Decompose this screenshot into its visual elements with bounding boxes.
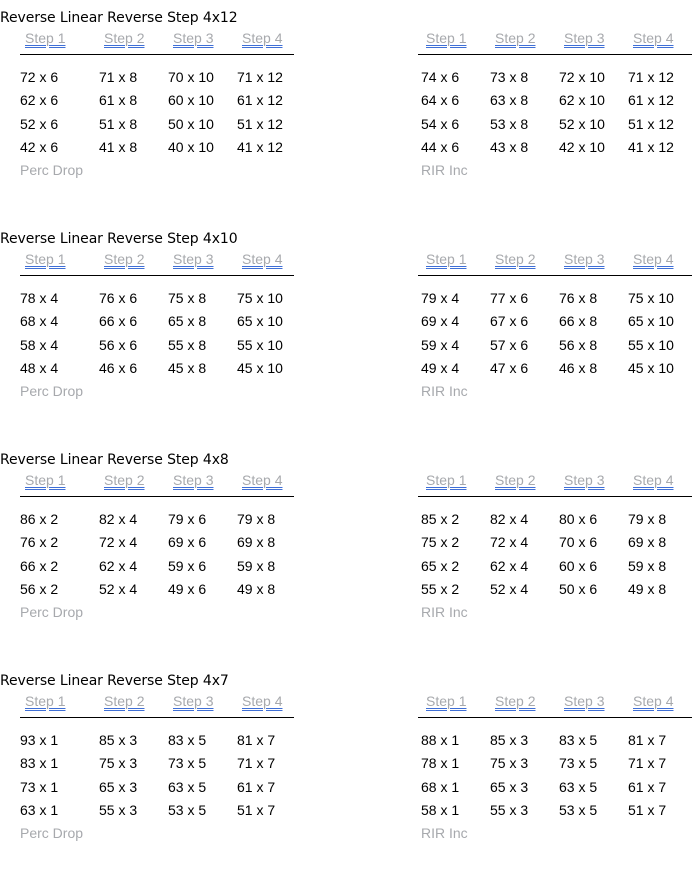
step-header: Step 4 bbox=[633, 251, 674, 267]
section-title: Reverse Linear Reverse Step 4x8 bbox=[0, 452, 229, 468]
set-cell: 58 x 1 bbox=[421, 802, 460, 818]
set-cell: 85 x 3 bbox=[490, 732, 529, 748]
set-cell: 49 x 6 bbox=[168, 581, 207, 597]
set-cell: 56 x 6 bbox=[99, 337, 138, 353]
set-cell: 52 x 4 bbox=[490, 581, 529, 597]
set-cell: 48 x 4 bbox=[20, 360, 59, 376]
set-cell: 53 x 5 bbox=[168, 802, 207, 818]
set-cell: 40 x 10 bbox=[168, 139, 214, 155]
set-cell: 60 x 10 bbox=[168, 92, 214, 108]
set-cell: 50 x 6 bbox=[559, 581, 598, 597]
perc-drop-label: Perc Drop bbox=[20, 162, 84, 178]
set-cell: 51 x 7 bbox=[237, 802, 276, 818]
header-rule bbox=[418, 54, 692, 55]
set-cell: 75 x 3 bbox=[490, 755, 529, 771]
set-cell: 49 x 8 bbox=[628, 581, 667, 597]
set-cell: 69 x 8 bbox=[237, 534, 276, 550]
set-cell: 55 x 3 bbox=[490, 802, 529, 818]
step-header: Step 1 bbox=[25, 30, 66, 46]
set-cell: 82 x 4 bbox=[99, 511, 138, 527]
step-header: Step 2 bbox=[495, 693, 536, 709]
step-header: Step 2 bbox=[104, 251, 145, 267]
set-cell: 66 x 6 bbox=[99, 313, 138, 329]
set-cell: 68 x 1 bbox=[421, 779, 460, 795]
set-cell: 63 x 8 bbox=[490, 92, 529, 108]
set-cell: 65 x 3 bbox=[490, 779, 529, 795]
set-cell: 51 x 12 bbox=[628, 116, 674, 132]
set-cell: 70 x 6 bbox=[559, 534, 598, 550]
set-cell: 69 x 4 bbox=[421, 313, 460, 329]
section-title: Reverse Linear Reverse Step 4x7 bbox=[0, 673, 229, 689]
program-section bbox=[0, 452, 700, 652]
set-cell: 66 x 2 bbox=[20, 558, 59, 574]
set-cell: 56 x 8 bbox=[559, 337, 598, 353]
set-cell: 42 x 6 bbox=[20, 139, 59, 155]
set-cell: 52 x 10 bbox=[559, 116, 605, 132]
step-header: Step 2 bbox=[104, 472, 145, 488]
set-cell: 82 x 4 bbox=[490, 511, 529, 527]
step-header: Step 1 bbox=[426, 251, 467, 267]
set-cell: 51 x 12 bbox=[237, 116, 283, 132]
header-rule bbox=[418, 717, 692, 718]
set-cell: 77 x 6 bbox=[490, 290, 529, 306]
set-cell: 41 x 12 bbox=[237, 139, 283, 155]
header-rule bbox=[20, 275, 294, 276]
set-cell: 55 x 2 bbox=[421, 581, 460, 597]
set-cell: 78 x 1 bbox=[421, 755, 460, 771]
step-header: Step 4 bbox=[242, 693, 283, 709]
step-header: Step 3 bbox=[564, 30, 605, 46]
step-header: Step 4 bbox=[633, 693, 674, 709]
set-cell: 80 x 6 bbox=[559, 511, 598, 527]
step-header: Step 4 bbox=[633, 30, 674, 46]
set-cell: 64 x 6 bbox=[421, 92, 460, 108]
step-header: Step 1 bbox=[426, 472, 467, 488]
set-cell: 72 x 10 bbox=[559, 69, 605, 85]
program-section bbox=[0, 10, 700, 210]
step-header: Step 3 bbox=[564, 693, 605, 709]
set-cell: 79 x 8 bbox=[237, 511, 276, 527]
set-cell: 55 x 8 bbox=[168, 337, 207, 353]
set-cell: 57 x 6 bbox=[490, 337, 529, 353]
step-header: Step 2 bbox=[495, 251, 536, 267]
set-cell: 55 x 10 bbox=[237, 337, 283, 353]
set-cell: 85 x 3 bbox=[99, 732, 138, 748]
set-cell: 50 x 10 bbox=[168, 116, 214, 132]
set-cell: 45 x 10 bbox=[237, 360, 283, 376]
set-cell: 73 x 1 bbox=[20, 779, 59, 795]
perc-drop-label: Perc Drop bbox=[20, 383, 84, 399]
step-header: Step 1 bbox=[25, 472, 66, 488]
set-cell: 46 x 6 bbox=[99, 360, 138, 376]
set-cell: 65 x 3 bbox=[99, 779, 138, 795]
set-cell: 75 x 8 bbox=[168, 290, 207, 306]
set-cell: 61 x 12 bbox=[628, 92, 674, 108]
set-cell: 71 x 7 bbox=[628, 755, 667, 771]
set-cell: 58 x 4 bbox=[20, 337, 59, 353]
step-header: Step 1 bbox=[426, 30, 467, 46]
set-cell: 79 x 6 bbox=[168, 511, 207, 527]
set-cell: 54 x 6 bbox=[421, 116, 460, 132]
set-cell: 61 x 7 bbox=[628, 779, 667, 795]
step-header: Step 1 bbox=[426, 693, 467, 709]
set-cell: 47 x 6 bbox=[490, 360, 529, 376]
set-cell: 70 x 10 bbox=[168, 69, 214, 85]
set-cell: 79 x 8 bbox=[628, 511, 667, 527]
set-cell: 65 x 10 bbox=[628, 313, 674, 329]
set-cell: 59 x 4 bbox=[421, 337, 460, 353]
set-cell: 59 x 8 bbox=[237, 558, 276, 574]
set-cell: 61 x 12 bbox=[237, 92, 283, 108]
step-header: Step 4 bbox=[242, 30, 283, 46]
header-rule bbox=[418, 275, 692, 276]
set-cell: 75 x 3 bbox=[99, 755, 138, 771]
header-rule bbox=[20, 54, 294, 55]
set-cell: 76 x 6 bbox=[99, 290, 138, 306]
step-header: Step 4 bbox=[633, 472, 674, 488]
set-cell: 51 x 8 bbox=[99, 116, 138, 132]
set-cell: 59 x 6 bbox=[168, 558, 207, 574]
rir-inc-label: RIR Inc bbox=[421, 162, 468, 178]
set-cell: 61 x 7 bbox=[237, 779, 276, 795]
set-cell: 52 x 6 bbox=[20, 116, 59, 132]
set-cell: 53 x 5 bbox=[559, 802, 598, 818]
set-cell: 72 x 4 bbox=[490, 534, 529, 550]
step-header: Step 3 bbox=[564, 251, 605, 267]
step-header: Step 3 bbox=[173, 472, 214, 488]
step-header: Step 3 bbox=[173, 30, 214, 46]
set-cell: 72 x 4 bbox=[99, 534, 138, 550]
step-header: Step 1 bbox=[25, 693, 66, 709]
set-cell: 83 x 5 bbox=[559, 732, 598, 748]
set-cell: 76 x 2 bbox=[20, 534, 59, 550]
step-header: Step 2 bbox=[495, 30, 536, 46]
perc-drop-label: Perc Drop bbox=[20, 825, 84, 841]
set-cell: 75 x 10 bbox=[237, 290, 283, 306]
set-cell: 73 x 5 bbox=[559, 755, 598, 771]
set-cell: 81 x 7 bbox=[628, 732, 667, 748]
perc-drop-label: Perc Drop bbox=[20, 604, 84, 620]
section-title: Reverse Linear Reverse Step 4x10 bbox=[0, 231, 238, 247]
set-cell: 72 x 6 bbox=[20, 69, 59, 85]
set-cell: 65 x 10 bbox=[237, 313, 283, 329]
step-header: Step 3 bbox=[564, 472, 605, 488]
set-cell: 68 x 4 bbox=[20, 313, 59, 329]
set-cell: 42 x 10 bbox=[559, 139, 605, 155]
set-cell: 74 x 6 bbox=[421, 69, 460, 85]
set-cell: 71 x 7 bbox=[237, 755, 276, 771]
step-header: Step 4 bbox=[242, 251, 283, 267]
step-header: Step 2 bbox=[104, 30, 145, 46]
set-cell: 60 x 6 bbox=[559, 558, 598, 574]
header-rule bbox=[418, 496, 692, 497]
set-cell: 62 x 4 bbox=[99, 558, 138, 574]
set-cell: 53 x 8 bbox=[490, 116, 529, 132]
set-cell: 55 x 10 bbox=[628, 337, 674, 353]
header-rule bbox=[20, 717, 294, 718]
set-cell: 76 x 8 bbox=[559, 290, 598, 306]
set-cell: 69 x 6 bbox=[168, 534, 207, 550]
section-title: Reverse Linear Reverse Step 4x12 bbox=[0, 10, 238, 26]
set-cell: 51 x 7 bbox=[628, 802, 667, 818]
set-cell: 52 x 4 bbox=[99, 581, 138, 597]
set-cell: 93 x 1 bbox=[20, 732, 59, 748]
rir-inc-label: RIR Inc bbox=[421, 825, 468, 841]
set-cell: 59 x 8 bbox=[628, 558, 667, 574]
set-cell: 63 x 5 bbox=[168, 779, 207, 795]
set-cell: 62 x 6 bbox=[20, 92, 59, 108]
set-cell: 69 x 8 bbox=[628, 534, 667, 550]
set-cell: 78 x 4 bbox=[20, 290, 59, 306]
step-header: Step 1 bbox=[25, 251, 66, 267]
set-cell: 62 x 10 bbox=[559, 92, 605, 108]
set-cell: 46 x 8 bbox=[559, 360, 598, 376]
set-cell: 73 x 8 bbox=[490, 69, 529, 85]
set-cell: 45 x 10 bbox=[628, 360, 674, 376]
set-cell: 85 x 2 bbox=[421, 511, 460, 527]
set-cell: 79 x 4 bbox=[421, 290, 460, 306]
set-cell: 75 x 2 bbox=[421, 534, 460, 550]
set-cell: 63 x 5 bbox=[559, 779, 598, 795]
set-cell: 63 x 1 bbox=[20, 802, 59, 818]
set-cell: 75 x 10 bbox=[628, 290, 674, 306]
set-cell: 83 x 5 bbox=[168, 732, 207, 748]
set-cell: 41 x 8 bbox=[99, 139, 138, 155]
set-cell: 44 x 6 bbox=[421, 139, 460, 155]
step-header: Step 4 bbox=[242, 472, 283, 488]
set-cell: 65 x 8 bbox=[168, 313, 207, 329]
set-cell: 45 x 8 bbox=[168, 360, 207, 376]
set-cell: 62 x 4 bbox=[490, 558, 529, 574]
set-cell: 86 x 2 bbox=[20, 511, 59, 527]
set-cell: 83 x 1 bbox=[20, 755, 59, 771]
set-cell: 56 x 2 bbox=[20, 581, 59, 597]
set-cell: 71 x 8 bbox=[99, 69, 138, 85]
set-cell: 66 x 8 bbox=[559, 313, 598, 329]
step-header: Step 3 bbox=[173, 251, 214, 267]
set-cell: 43 x 8 bbox=[490, 139, 529, 155]
set-cell: 73 x 5 bbox=[168, 755, 207, 771]
program-section bbox=[0, 673, 700, 873]
step-header: Step 2 bbox=[104, 693, 145, 709]
program-section bbox=[0, 231, 700, 431]
set-cell: 71 x 12 bbox=[628, 69, 674, 85]
rir-inc-label: RIR Inc bbox=[421, 383, 468, 399]
step-header: Step 3 bbox=[173, 693, 214, 709]
set-cell: 49 x 8 bbox=[237, 581, 276, 597]
set-cell: 49 x 4 bbox=[421, 360, 460, 376]
set-cell: 61 x 8 bbox=[99, 92, 138, 108]
set-cell: 88 x 1 bbox=[421, 732, 460, 748]
set-cell: 41 x 12 bbox=[628, 139, 674, 155]
set-cell: 55 x 3 bbox=[99, 802, 138, 818]
set-cell: 67 x 6 bbox=[490, 313, 529, 329]
step-header: Step 2 bbox=[495, 472, 536, 488]
set-cell: 81 x 7 bbox=[237, 732, 276, 748]
header-rule bbox=[20, 496, 294, 497]
rir-inc-label: RIR Inc bbox=[421, 604, 468, 620]
set-cell: 71 x 12 bbox=[237, 69, 283, 85]
set-cell: 65 x 2 bbox=[421, 558, 460, 574]
